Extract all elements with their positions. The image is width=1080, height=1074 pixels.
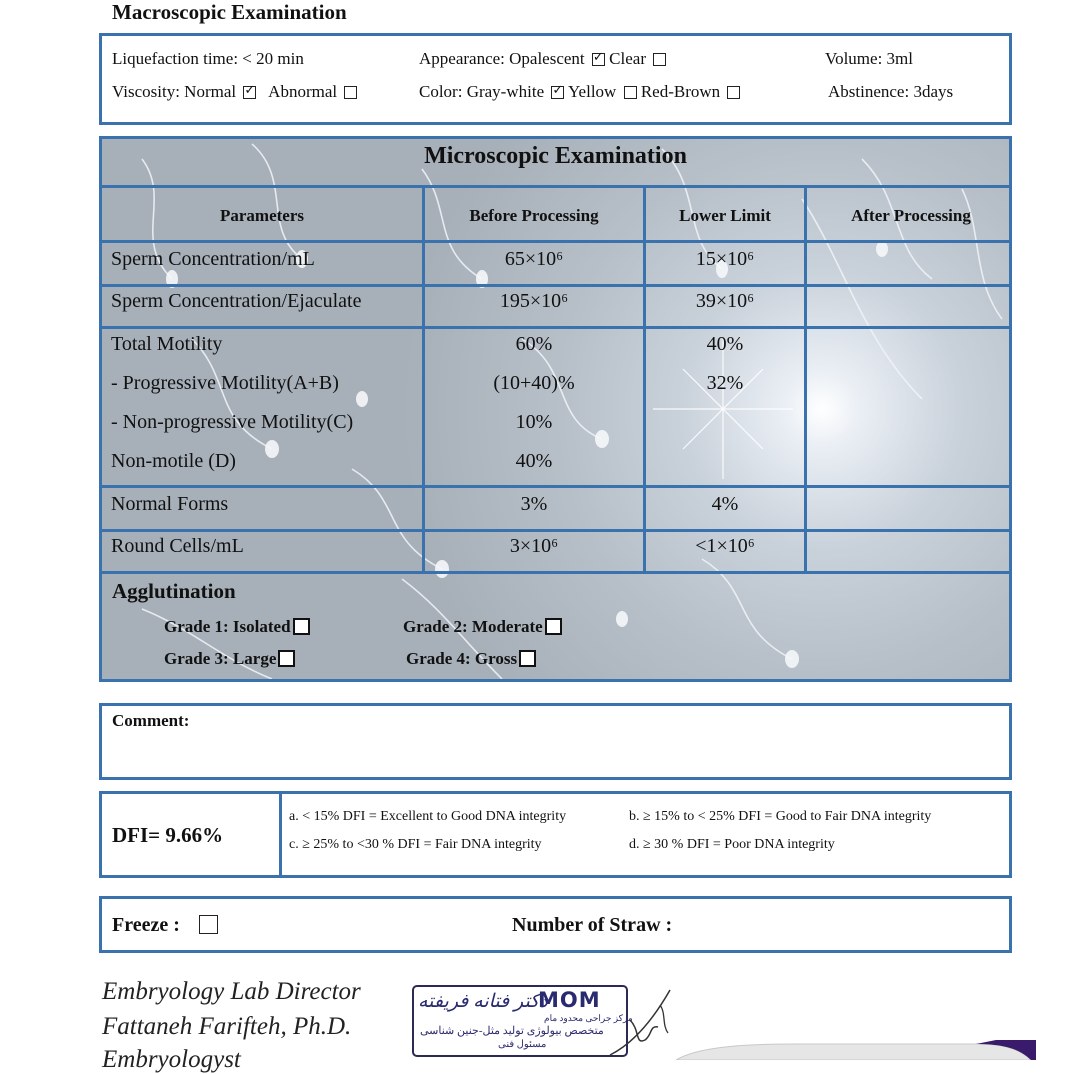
grid-line (102, 284, 1012, 287)
gray-white-checkbox[interactable] (551, 86, 564, 99)
dfi-divider (279, 794, 282, 875)
signature-title: Embryology Lab Director (102, 978, 361, 1005)
header-lower-limit: Lower Limit (679, 206, 771, 225)
dfi-range-a: a. < 15% DFI = Excellent to Good DNA integrity (289, 809, 567, 824)
table-row-lower: 40% (706, 333, 744, 355)
viscosity-field (112, 82, 357, 102)
table-row-lower: 4% (711, 493, 739, 515)
agglutination-title: Agglutination (112, 579, 236, 603)
clear-checkbox[interactable] (653, 53, 666, 66)
table-row-lower: <1×10⁶ (695, 535, 755, 557)
table-row-before: 3% (520, 493, 548, 515)
grid-line (804, 185, 807, 574)
opalescent-checkbox[interactable] (592, 53, 605, 66)
header-after-processing: After Processing (851, 206, 971, 225)
header-parameters: Parameters (219, 206, 304, 225)
freeze-box (99, 896, 1012, 953)
dfi-value: DFI= 9.66% (112, 823, 224, 847)
grade4-checkbox[interactable] (519, 650, 536, 667)
table-row-param: Sperm Concentration/mL (111, 248, 315, 270)
grade2-checkbox[interactable] (545, 618, 562, 635)
stamp-logo: MOM (538, 988, 601, 1012)
table-row-before: 10% (515, 411, 553, 433)
stamp-name: دکتر فتانه فریفته (418, 991, 548, 1012)
table-row-lower: 15×10⁶ (695, 248, 755, 270)
stamp-line1: مرکز جراحی محدود مام (544, 1013, 633, 1023)
macro-title: Macroscopic Examination (112, 0, 347, 24)
grid-line (102, 240, 1012, 243)
microscopic-table (99, 136, 1012, 682)
freeze-checkbox[interactable] (199, 915, 218, 934)
volume-field: Volume: 3ml (825, 49, 913, 68)
corner-decoration (676, 1040, 1036, 1060)
table-row-param: - Progressive Motility(A+B) (111, 372, 339, 394)
table-row-before: 195×10⁶ (499, 290, 569, 312)
grade3-label: Grade 3: Large (164, 649, 277, 668)
comment-box[interactable] (99, 703, 1012, 780)
viscosity-label: Viscosity: Normal (112, 82, 237, 101)
table-row-before: (10+40)% (493, 372, 575, 394)
viscosity-abnormal-label: Abnormal (268, 82, 338, 101)
signature-name: Fattaneh Farifteh, Ph.D. (102, 1013, 352, 1040)
table-row-param: - Non-progressive Motility(C) (111, 411, 354, 433)
agglutination-grade3 (164, 649, 295, 669)
table-row-param: Non-motile (D) (111, 450, 236, 472)
comment-label: Comment: (112, 711, 190, 730)
stamp-line2: متخصص بیولوژی تولید مثل-جنین شناسی (420, 1025, 604, 1037)
grid-line (102, 185, 1012, 188)
abstinence-field: Abstinence: 3days (828, 82, 954, 101)
table-row-before: 3×10⁶ (509, 535, 559, 557)
grade3-checkbox[interactable] (278, 650, 295, 667)
red-brown-checkbox[interactable] (727, 86, 740, 99)
color-yellow-label: Yellow (567, 82, 617, 101)
table-row-param: Round Cells/mL (111, 535, 244, 557)
grid-line (102, 485, 1012, 488)
grade4-label: Grade 4: Gross (406, 649, 518, 668)
macro-box (99, 33, 1012, 125)
number-of-straw: Number of Straw : (512, 914, 673, 936)
header-before-processing: Before Processing (469, 206, 599, 225)
table-row-before: 40% (515, 450, 553, 472)
table-row-param: Sperm Concentration/Ejaculate (111, 290, 362, 312)
color-redbrown-label: Red-Brown (640, 82, 721, 101)
stamp-line3: مسئول فنی (498, 1039, 547, 1050)
appearance-field (419, 49, 666, 69)
table-row-before: 60% (515, 333, 553, 355)
table-row-lower: 32% (706, 372, 744, 394)
color-field (419, 82, 740, 102)
agglutination-grade4 (406, 649, 536, 669)
grid-line (102, 326, 1012, 329)
liquefaction-time: Liquefaction time: < 20 min (112, 49, 304, 68)
freeze-label: Freeze : (112, 914, 180, 936)
grade2-label: Grade 2: Moderate (403, 617, 543, 636)
dfi-range-c: c. ≥ 25% to <30 % DFI = Fair DNA integrity (289, 837, 542, 852)
color-label: Color: Gray-white (419, 82, 545, 101)
appearance-clear-label: Clear (609, 49, 646, 68)
yellow-checkbox[interactable] (624, 86, 637, 99)
table-row-param: Total Motility (111, 333, 223, 355)
micro-title: Microscopic Examination (424, 143, 687, 169)
grade1-label: Grade 1: Isolated (164, 617, 291, 636)
agglutination-grade1 (164, 617, 310, 637)
table-row-before: 65×10⁶ (504, 248, 564, 270)
table-row-lower: 39×10⁶ (695, 290, 755, 312)
viscosity-normal-checkbox[interactable] (243, 86, 256, 99)
dfi-range-d: d. ≥ 30 % DFI = Poor DNA integrity (629, 837, 835, 852)
grade1-checkbox[interactable] (293, 618, 310, 635)
signature-role: Embryologyst (102, 1046, 241, 1073)
freeze-field (112, 914, 218, 937)
viscosity-abnormal-checkbox[interactable] (344, 86, 357, 99)
dfi-range-b: b. ≥ 15% to < 25% DFI = Good to Fair DNA integrity (629, 809, 932, 824)
grid-line (102, 571, 1012, 574)
table-row-param: Normal Forms (111, 493, 229, 515)
dfi-box (99, 791, 1012, 878)
grid-line (102, 529, 1012, 532)
appearance-label: Appearance: Opalescent (419, 49, 585, 68)
agglutination-grade2 (403, 617, 562, 637)
lab-stamp (412, 985, 633, 1057)
